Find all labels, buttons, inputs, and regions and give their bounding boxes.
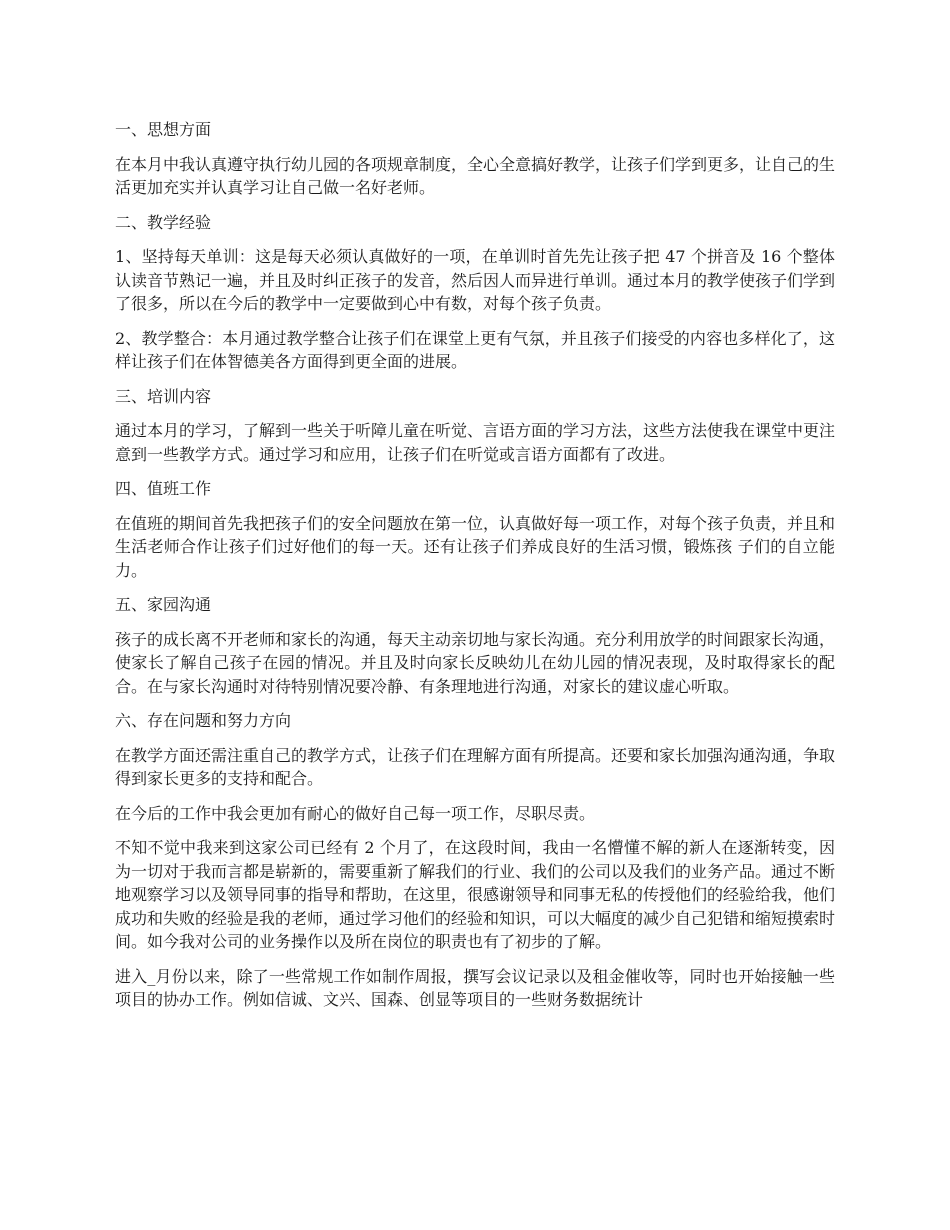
section-heading-thought: 一、思想方面 [115, 120, 212, 139]
document-body [115, 118, 835, 1023]
paragraph-problems: 在教学方面还需注重自己的教学方式，让孩子们在理解方面有所提高。还要和家长加强沟通沟通，争取得到家长更多的支持和配合。 [115, 745, 836, 788]
paragraph-training: 通过本月的学习，了解到一些关于听障儿童在听觉、言语方面的学习方法，这些方法使我在课堂中更注意到一些教学方式。通过学习和应用，让孩子们在听觉或言语方面都有了改进。 [115, 421, 836, 464]
paragraph-thought: 在本月中我认真遵守执行幼儿园的各项规章制度，全心全意搞好教学，让孩子们学到更多，让自己的生活更加充实并认真学习让自己做一名好老师。 [115, 154, 836, 197]
section-heading-duty: 四、值班工作 [115, 479, 212, 498]
paragraph-future: 在今后的工作中我会更加有耐心的做好自己每一项工作，尽职尽责。 [115, 803, 596, 823]
paragraph-teaching-integration: 2、教学整合：本月通过教学整合让孩子们在课堂上更有气氛，并且孩子们接受的内容也多样化了，这样让孩子们在体智德美各方面得到更全面的进展。 [115, 328, 835, 371]
paragraph-company: 不知不觉中我来到这家公司已经有 2 个月了，在这段时间，我由一名懵懂不解的新人在逐渐转变，因为一切对于我而言都是崭新的，需要重新了解我们的行业、我们的公司以及我们的业务产品。通过不断地观察学习以及领导同事的指导和帮助，在这里，很感谢领导和同事无私的传授他们的经验给我，他们成功和失败的经验是我的老师，通过学习他们的经验和知识，可以大幅度的减少自己犯错和缩短摸索时间。如今我对公司的业务操作以及所在岗位的职责也有了初步的了解。 [115, 838, 836, 951]
paragraph-duty: 在值班的期间首先我把孩子们的安全问题放在第一位，认真做好每一项工作，对每个孩子负责，并且和生活老师合作让孩子们过好他们的每一天。还有让孩子们养成良好的生活习惯，锻炼孩 子们的自立能力。 [115, 513, 836, 580]
section-heading-home-school: 五、家园沟通 [115, 595, 212, 614]
section-heading-teaching-experience: 二、教学经验 [115, 212, 212, 232]
paragraph-home-school: 孩子的成长离不开老师和家长的沟通，每天主动亲切地与家长沟通。充分利用放学的时间跟家长沟通，使家长了解自己孩子在园的情况。并且及时向家长反映幼儿在幼儿园的情况表现，及时取得家长的配合。在与家长沟通时对待特别情况要冷静、有条理地进行沟通，对家长的建议虚心听取。 [115, 629, 836, 696]
section-heading-training: 三、培训内容 [115, 386, 212, 406]
section-heading-problems: 六、存在问题和努力方向 [115, 711, 292, 730]
paragraph-month-work: 进入_月份以来，除了一些常规工作如制作周报，撰写会议记录以及租金催收等，同时也开始接触一些项目的协办工作。例如信诚、文兴、国森、创显等项目的一些财务数据统计 [115, 966, 835, 1009]
paragraph-daily-training: 1、坚持每天单训：这是每天必须认真做好的一项，在单训时首先先让孩子把 47 个拼音及 16 个整体认读音节熟记一遍，并且及时纠正孩子的发音，然后因人而异进行单训。通过本月的教学使孩子们学到了很多，所以在今后的教学中一定要做到心中有数，对每个孩子负责。 [115, 247, 836, 313]
